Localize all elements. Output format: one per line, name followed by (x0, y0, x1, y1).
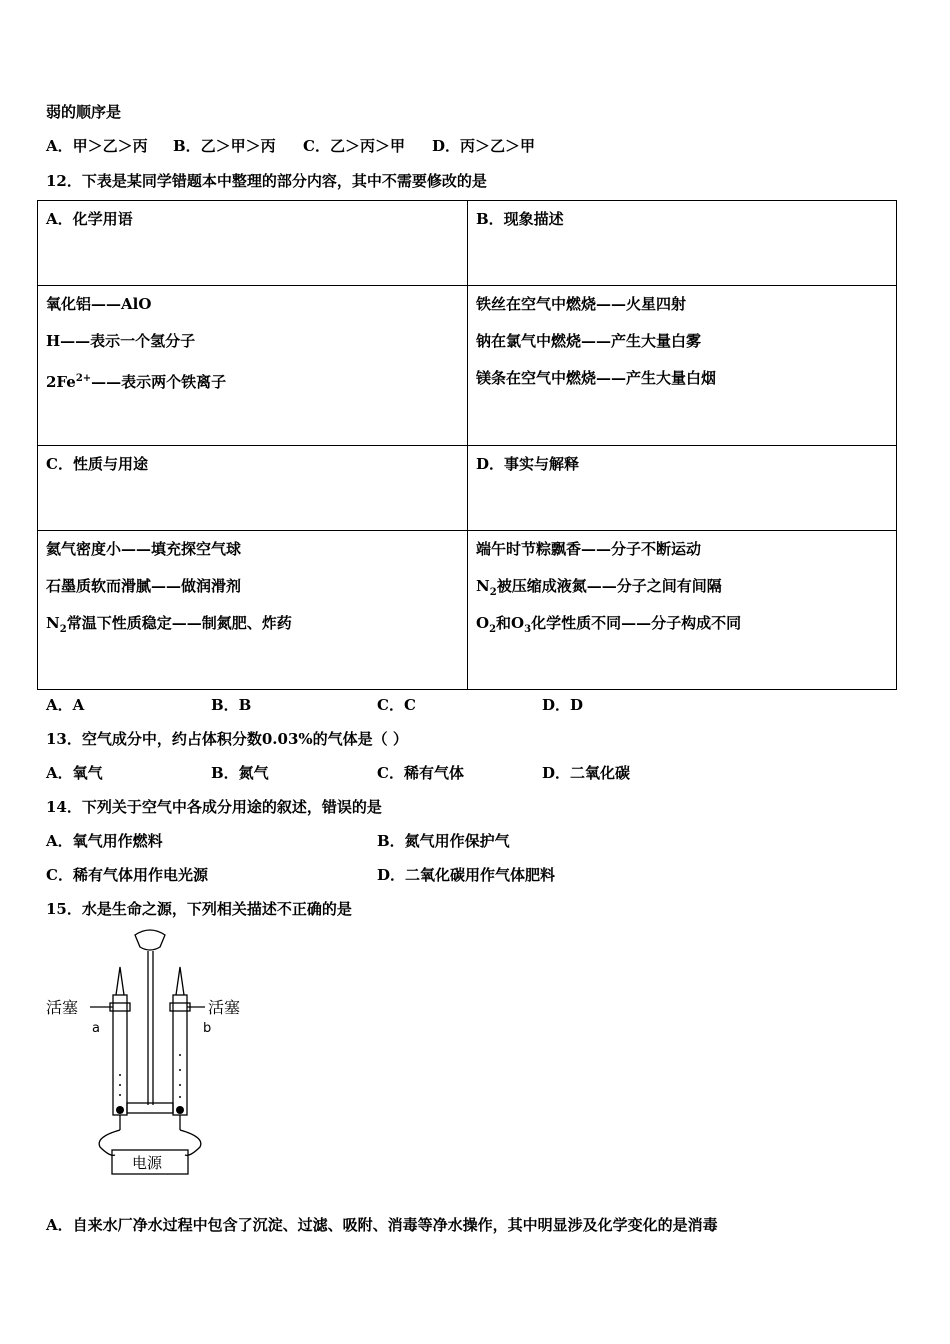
q12-header-a: A．化学用语 (38, 201, 468, 286)
q13-option-c[interactable]: C．稀有气体 (377, 764, 464, 782)
q14-options-row1 (46, 830, 746, 850)
q11-option-b[interactable]: B．乙＞甲＞丙 (173, 137, 276, 155)
q12-header-b: B．现象描述 (468, 201, 897, 286)
right-valve-label: 活塞 (208, 998, 241, 1017)
power-label: 电源 (132, 1154, 163, 1172)
electrolysis-apparatus-diagram (40, 925, 260, 1180)
q13-option-b[interactable]: B．氮气 (211, 764, 269, 782)
electrode-a-label: a (92, 1021, 100, 1036)
q14-stem: 14．下列关于空气中各成分用途的叙述，错误的是 (46, 798, 382, 816)
q12-table (37, 200, 897, 690)
q13-option-a[interactable]: A．氧气 (46, 764, 103, 782)
q14-option-b[interactable]: B．氮气用作保护气 (377, 832, 510, 850)
q12-option-c[interactable]: C．C (377, 696, 416, 714)
q14-options-row2 (46, 864, 746, 884)
left-tube (113, 995, 127, 1115)
intro-text: 弱的顺序是 (46, 103, 122, 121)
q14-option-a[interactable]: A．氧气用作燃料 (46, 832, 163, 850)
q13-options (46, 762, 746, 782)
left-valve-label: 活塞 (46, 998, 79, 1017)
q12-stem: 12．下表是某同学错题本中整理的部分内容，其中不需要修改的是 (46, 172, 487, 190)
q12-cell-a: 氧化铝——AlO H——表示一个氢分子 $2Fe^{2+}——$表示两个铁离子 (38, 286, 468, 446)
q12-header-d: D．事实与解释 (468, 446, 897, 531)
q11-option-d[interactable]: D．丙＞乙＞甲 (432, 137, 536, 155)
q12-cell-c: 氦气密度小——填充探空气球 石墨质软而滑腻——做润滑剂 $N_2$常温下性质稳定——制氮肥、炸药 (38, 531, 468, 690)
q12-header-c: C．性质与用途 (38, 446, 468, 531)
q12-cell-d: 端午时节粽飘香——分子不断运动 $N_2$被压缩成液氮——分子之间有间隔 $O_2$和$O_3$化学性质不同——分子构成不同 (468, 531, 897, 690)
q11-option-a[interactable]: A．甲＞乙＞丙 (46, 137, 148, 155)
q12-option-d[interactable]: D．D (542, 696, 584, 714)
q12-options (46, 694, 746, 714)
q12-cell-b: 铁丝在空气中燃烧——火星四射 钠在氯气中燃烧——产生大量白雾 镁条在空气中燃烧——产生大量白烟 (468, 286, 897, 446)
q15-option-a[interactable]: A．自来水厂净水过程中包含了沉淀、过滤、吸附、消毒等净水操作，其中明显涉及化学变化的是消毒 (46, 1216, 718, 1234)
q11-option-c[interactable]: C．乙＞丙＞甲 (303, 137, 405, 155)
q13-option-d[interactable]: D．二氧化碳 (542, 764, 631, 782)
q12-option-b[interactable]: B．B (211, 696, 252, 714)
reservoir-funnel (135, 930, 165, 950)
q12-option-a[interactable]: A．A (46, 696, 85, 714)
electrode-b-label: b (203, 1021, 212, 1036)
q13-stem: 13．空气成分中，约占体积分数0.03%的气体是（ ） (46, 730, 408, 748)
q14-option-d[interactable]: D．二氧化碳用作气体肥料 (377, 866, 556, 884)
q15-stem: 15．水是生命之源，下列相关描述不正确的是 (46, 900, 352, 918)
q14-option-c[interactable]: C．稀有气体用作电光源 (46, 866, 208, 884)
q11-options (46, 135, 746, 155)
